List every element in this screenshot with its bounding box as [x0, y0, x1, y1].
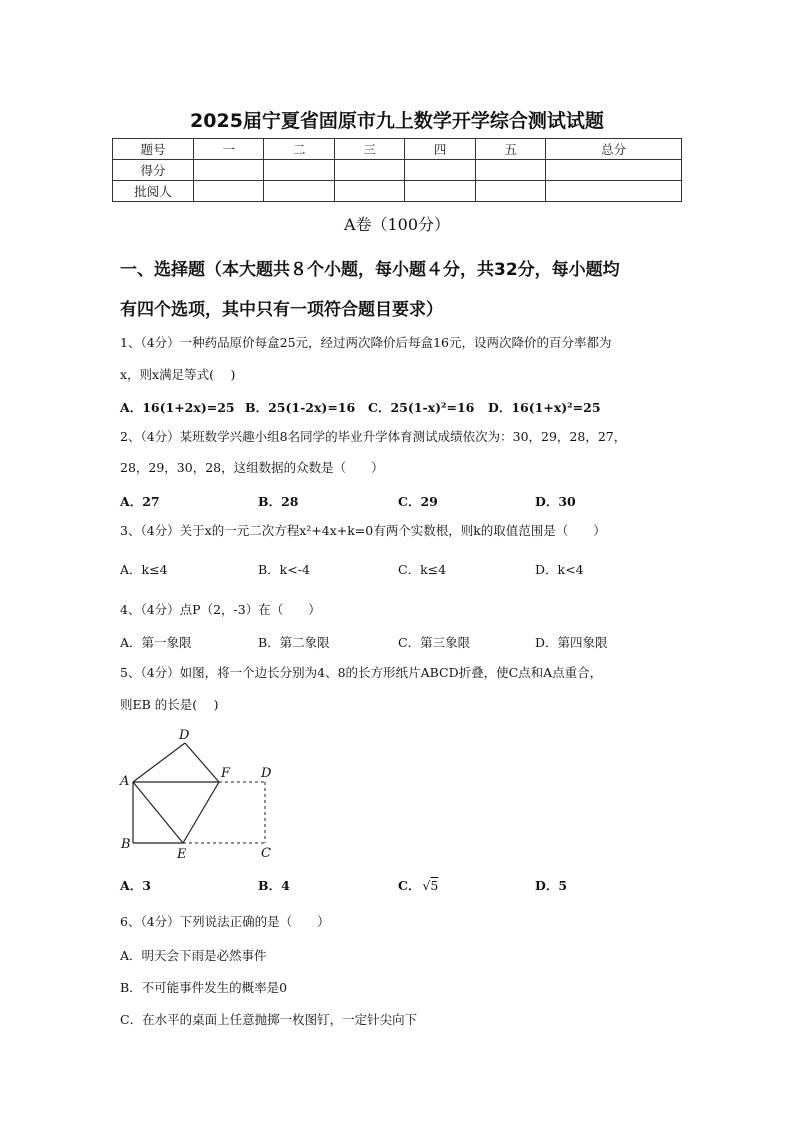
score-row-label: 得分 [113, 160, 194, 181]
score-cell[interactable] [194, 160, 264, 181]
score-cell[interactable] [405, 160, 475, 181]
label-e: E [177, 847, 187, 862]
question-3-option-b[interactable]: B．k<-4 [258, 562, 310, 577]
question-5-option-a[interactable]: A．3 [120, 878, 151, 893]
question-1-option-c[interactable]: C．25(1-x)²=16 [368, 400, 475, 415]
label-b: B [121, 837, 131, 852]
score-row-label: 批阅人 [113, 181, 194, 202]
question-6-text: 6、（4分）下列说法正确的是（ ） [120, 914, 330, 929]
question-5-option-b[interactable]: B．4 [258, 878, 290, 893]
sqrt-radicand: 5 [430, 878, 439, 893]
segment-a-d [133, 743, 185, 782]
question-1-text-cont: x，则x满足等式( ) [120, 367, 236, 382]
score-cell[interactable] [405, 181, 475, 202]
score-header-cell: 五 [475, 139, 545, 160]
score-table-row [113, 160, 682, 181]
score-header-cell: 题号 [113, 139, 194, 160]
question-4-option-a[interactable]: A．第一象限 [120, 635, 192, 650]
question-4-option-d[interactable]: D．第四象限 [535, 635, 608, 650]
section-heading-line1: 一、选择题（本大题共８个小题，每小题４分，共32分，每小题均 [120, 260, 620, 280]
label-a: A [120, 774, 130, 789]
sqrt-symbol: √5 [422, 878, 439, 893]
document-title: 2025届宁夏省固原市九上数学开学综合测试试题 [190, 110, 604, 132]
question-1-option-b[interactable]: B．25(1-2x)=16 [245, 400, 356, 415]
question-4-option-c[interactable]: C．第三象限 [398, 635, 471, 650]
score-cell[interactable] [264, 181, 334, 202]
score-cell[interactable] [334, 160, 404, 181]
label-c: C [261, 846, 271, 861]
score-cell[interactable] [264, 160, 334, 181]
question-1-option-d[interactable]: D．16(1+x)²=25 [488, 400, 601, 415]
question-2-option-c[interactable]: C．29 [398, 494, 438, 509]
question-3-option-d[interactable]: D．k<4 [535, 562, 584, 577]
question-3-text: 3、（4分）关于x的一元二次方程x²+4x+k=0有两个实数根，则k的取值范围是（ ） [120, 523, 606, 538]
question-6-option-a[interactable]: A．明天会下雨是必然事件 [120, 948, 267, 963]
score-header-cell: 四 [405, 139, 475, 160]
segment-ae [133, 782, 183, 843]
question-2-option-d[interactable]: D．30 [535, 494, 576, 509]
question-5-option-d[interactable]: D．5 [535, 878, 568, 893]
question-2-option-b[interactable]: B．28 [258, 494, 299, 509]
question-1-text: 1、（4分）一种药品原价每盒25元，经过两次降价后每盒16元，设两次降价的百分率都为 [120, 335, 612, 350]
question-2-text: 2、（4分）某班数学兴趣小组8名同学的毕业升学体育测试成绩依次为：30，29，28，27， [120, 429, 627, 444]
score-cell[interactable] [194, 181, 264, 202]
score-header-cell: 二 [264, 139, 334, 160]
score-table-row [113, 181, 682, 202]
segment-fe [183, 782, 219, 843]
volume-heading: A卷（100分） [343, 215, 451, 234]
score-cell[interactable] [475, 181, 545, 202]
label-d-top: D [179, 728, 190, 743]
question-5-text: 5、（4分）如图，将一个边长分别为4、8的长方形纸片ABCD折叠，使C点和A点重合， [120, 665, 603, 680]
score-header-cell: 总分 [546, 139, 682, 160]
score-cell[interactable] [546, 160, 682, 181]
question-3-option-c[interactable]: C．k≤4 [398, 562, 447, 577]
score-header-cell: 一 [194, 139, 264, 160]
question-2-option-a[interactable]: A．27 [120, 494, 160, 509]
question-5-option-c[interactable] [398, 876, 438, 894]
question-3-option-a[interactable]: A．k≤4 [120, 562, 168, 577]
score-table [112, 138, 682, 202]
question-4-text: 4、（4分）点P（2，-3）在（ ） [120, 602, 321, 617]
question-5-text-cont: 则EB 的长是( ) [120, 697, 219, 712]
score-cell[interactable] [334, 181, 404, 202]
question-1-option-a[interactable]: A．16(1+2x)=25 [120, 400, 235, 415]
question-6-option-b[interactable]: B．不可能事件发生的概率是0 [120, 980, 288, 995]
score-table-header-row [113, 139, 682, 160]
segment-d-f [185, 743, 219, 782]
score-cell[interactable] [546, 181, 682, 202]
section-heading-line2: 有四个选项，其中只有一项符合题目要求） [120, 300, 443, 320]
question-4-option-b[interactable]: B．第二象限 [258, 635, 330, 650]
score-cell[interactable] [475, 160, 545, 181]
label-d-right: D [261, 766, 272, 781]
fold-rectangle-figure [115, 725, 285, 865]
question-2-text-cont: 28，29，30，28，这组数据的众数是（ ） [120, 460, 384, 475]
label-f: F [221, 766, 231, 781]
question-5-option-c-label: C． [398, 878, 421, 893]
score-header-cell: 三 [334, 139, 404, 160]
question-6-option-c[interactable]: C．在水平的桌面上任意抛掷一枚图钉，一定针尖向下 [120, 1012, 418, 1027]
